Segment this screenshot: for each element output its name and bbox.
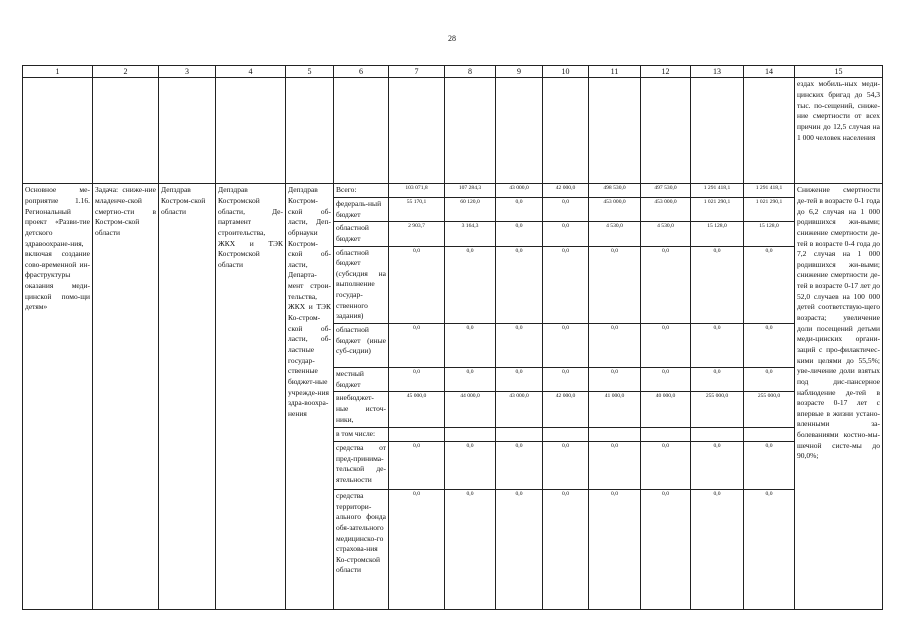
- executors: Депздрав Костромской области, Де-партамент строительства, ЖКХ и ТЭК Костромской области: [216, 184, 286, 610]
- funding-value: 0,0: [445, 246, 496, 323]
- funding-value: 0,0: [691, 368, 744, 392]
- funding-value: [389, 428, 445, 442]
- funding-value: [496, 428, 543, 442]
- funding-value: 0,0: [496, 246, 543, 323]
- funding-value: 0,0: [543, 489, 589, 609]
- funding-value: [589, 428, 641, 442]
- funding-value: 44 000,0: [445, 392, 496, 428]
- column-number: 5: [286, 66, 334, 78]
- funding-value: 4 530,0: [641, 222, 691, 246]
- column-number: 3: [159, 66, 216, 78]
- funding-source: Всего:: [334, 184, 389, 198]
- funding-value: 255 000,0: [744, 392, 795, 428]
- funding-value: 0,0: [744, 324, 795, 368]
- funding-value: 0,0: [691, 489, 744, 609]
- funding-value: 60 120,0: [445, 198, 496, 222]
- task-description: Задача: сниже-ние младенче-ской смертно-сти в Костром-ской области: [93, 184, 159, 610]
- column-number: 15: [795, 66, 883, 78]
- funding-value: 0,0: [445, 324, 496, 368]
- coexecutor: Депздрав Костром-ской области: [159, 184, 216, 610]
- funding-value: 103 071,8: [389, 184, 445, 198]
- funding-value: 2 903,7: [389, 222, 445, 246]
- funding-value: 0,0: [389, 489, 445, 609]
- funding-value: 0,0: [641, 246, 691, 323]
- funding-value: 15 128,0: [691, 222, 744, 246]
- funding-value: 0,0: [445, 368, 496, 392]
- column-number: 6: [334, 66, 389, 78]
- funding-value: 0,0: [389, 324, 445, 368]
- funding-value: 41 000,0: [589, 392, 641, 428]
- funding-value: 43 000,0: [496, 184, 543, 198]
- column-number: 13: [691, 66, 744, 78]
- funding-source: федераль-ный бюджет: [334, 198, 389, 222]
- funding-value: 107 284,3: [445, 184, 496, 198]
- funding-value: 40 000,0: [641, 392, 691, 428]
- funding-value: 0,0: [496, 441, 543, 489]
- funding-value: 0,0: [389, 441, 445, 489]
- previous-row-result: ездах мобиль-ных меди-цинских бригад до 54,3 тыс. по-сещений, сниже-ние смертности от всех причин до 12,5 случая на 1 000 человек населения: [795, 78, 883, 184]
- funding-value: 0,0: [543, 222, 589, 246]
- funding-value: 0,0: [445, 489, 496, 609]
- funding-value: 0,0: [744, 489, 795, 609]
- page-number: 28: [448, 34, 456, 43]
- funding-value: [691, 428, 744, 442]
- funding-value: 0,0: [543, 198, 589, 222]
- event-name: Основное ме-роприятие 1.16. Региональный проект «Разви-тие детского здравоохране-ния, включая создание сово-временной ин-фраструктуры оказания меди-цинской помо-щи детям»: [23, 184, 93, 610]
- funding-source: в том числе:: [334, 428, 389, 442]
- funding-value: 1 021 290,1: [744, 198, 795, 222]
- funding-value: 0,0: [496, 198, 543, 222]
- funding-value: 0,0: [691, 441, 744, 489]
- funding-source: средства от пред-принима-тельской де-ятельности: [334, 441, 389, 489]
- funding-value: 0,0: [589, 489, 641, 609]
- funding-value: 0,0: [496, 324, 543, 368]
- funding-value: 0,0: [543, 246, 589, 323]
- funding-value: 0,0: [496, 368, 543, 392]
- funding-value: 0,0: [641, 489, 691, 609]
- column-number: 10: [543, 66, 589, 78]
- funding-value: 0,0: [589, 441, 641, 489]
- funding-value: 0,0: [744, 368, 795, 392]
- funding-value: 1 291 418,1: [744, 184, 795, 198]
- funding-source: местный бюджет: [334, 368, 389, 392]
- funding-value: 0,0: [543, 368, 589, 392]
- column-number: 9: [496, 66, 543, 78]
- funding-value: 497 530,0: [641, 184, 691, 198]
- expected-result: Снижение смертности де-тей в возрасте 0-1 года до 6,2 случая на 1 000 родившихся жи-выми; снижение смертности де-тей в возрасте 0-4 года до 7,2 случая на 1 000 родившихся жи-выми; снижение смертности де-тей в возрасте 0-17 лет до 52,0 случаев на 100 000 детей соответствую-щего возраста; увеличение доли посещений детьми меди-цинских органи-заций с про-филактичес-кими целями до 55,5%; уве-личение доли взятых под дис-пансерное наблюдение де-тей в возрасте 0-17 лет с впервые в жизни устано-вленными за-болеваниями костно-мы-шечной систе-мы до 90,0%;: [795, 184, 883, 610]
- funding-value: 3 164,3: [445, 222, 496, 246]
- funding-value: 0,0: [641, 324, 691, 368]
- column-number: 12: [641, 66, 691, 78]
- funding-value: 55 170,1: [389, 198, 445, 222]
- funding-value: 15 128,0: [744, 222, 795, 246]
- funding-value: 255 000,0: [691, 392, 744, 428]
- funding-value: 0,0: [744, 441, 795, 489]
- funding-value: 0,0: [641, 441, 691, 489]
- program-table: [22, 65, 883, 610]
- column-number: 14: [744, 66, 795, 78]
- funding-value: 0,0: [496, 222, 543, 246]
- funding-value: 453 000,0: [589, 198, 641, 222]
- column-number-row: [23, 66, 883, 78]
- funding-value: 0,0: [641, 368, 691, 392]
- funding-value: 0,0: [445, 441, 496, 489]
- column-number: 11: [589, 66, 641, 78]
- recipients: Депздрав Костром-ской об-ласти, Деп-обрнауки Костром-ской об-ласти, Департа-мент строи-тельства, ЖКХ и ТЭК Ко-стром-ской об-ласти, об-ластные государ-ственные бюджет-ные учрежде-ния здра-воохра-нения: [286, 184, 334, 610]
- funding-value: 0,0: [543, 324, 589, 368]
- funding-value: 0,0: [589, 246, 641, 323]
- funding-value: 0,0: [543, 441, 589, 489]
- funding-row: [23, 184, 883, 198]
- column-number: 1: [23, 66, 93, 78]
- funding-value: 453 000,0: [641, 198, 691, 222]
- funding-value: [641, 428, 691, 442]
- funding-value: 0,0: [691, 324, 744, 368]
- funding-value: 1 291 418,1: [691, 184, 744, 198]
- column-number: 4: [216, 66, 286, 78]
- funding-value: 43 000,0: [496, 392, 543, 428]
- funding-value: [445, 428, 496, 442]
- funding-source: средства территори-ального фонда обя-зательного медицинско-го страхова-ния Ко-стромской области: [334, 489, 389, 609]
- funding-value: 0,0: [744, 246, 795, 323]
- funding-source: внебюджет-ные источ-ники,: [334, 392, 389, 428]
- continuation-row: [23, 78, 883, 184]
- funding-value: 42 000,0: [543, 392, 589, 428]
- funding-source: областной бюджет (субсидия на выполнение государ-ственного задания): [334, 246, 389, 323]
- funding-value: 45 000,0: [389, 392, 445, 428]
- column-number: 2: [93, 66, 159, 78]
- funding-value: 498 530,0: [589, 184, 641, 198]
- funding-value: 0,0: [389, 246, 445, 323]
- funding-source: областной бюджет: [334, 222, 389, 246]
- funding-value: 42 000,0: [543, 184, 589, 198]
- funding-value: [744, 428, 795, 442]
- column-number: 8: [445, 66, 496, 78]
- funding-value: 0,0: [691, 246, 744, 323]
- funding-value: [543, 428, 589, 442]
- funding-value: 0,0: [496, 489, 543, 609]
- funding-source: областной бюджет (иные суб-сидии): [334, 324, 389, 368]
- funding-value: 4 530,0: [589, 222, 641, 246]
- funding-value: 1 021 290,1: [691, 198, 744, 222]
- funding-value: 0,0: [589, 324, 641, 368]
- funding-value: 0,0: [589, 368, 641, 392]
- funding-value: 0,0: [389, 368, 445, 392]
- column-number: 7: [389, 66, 445, 78]
